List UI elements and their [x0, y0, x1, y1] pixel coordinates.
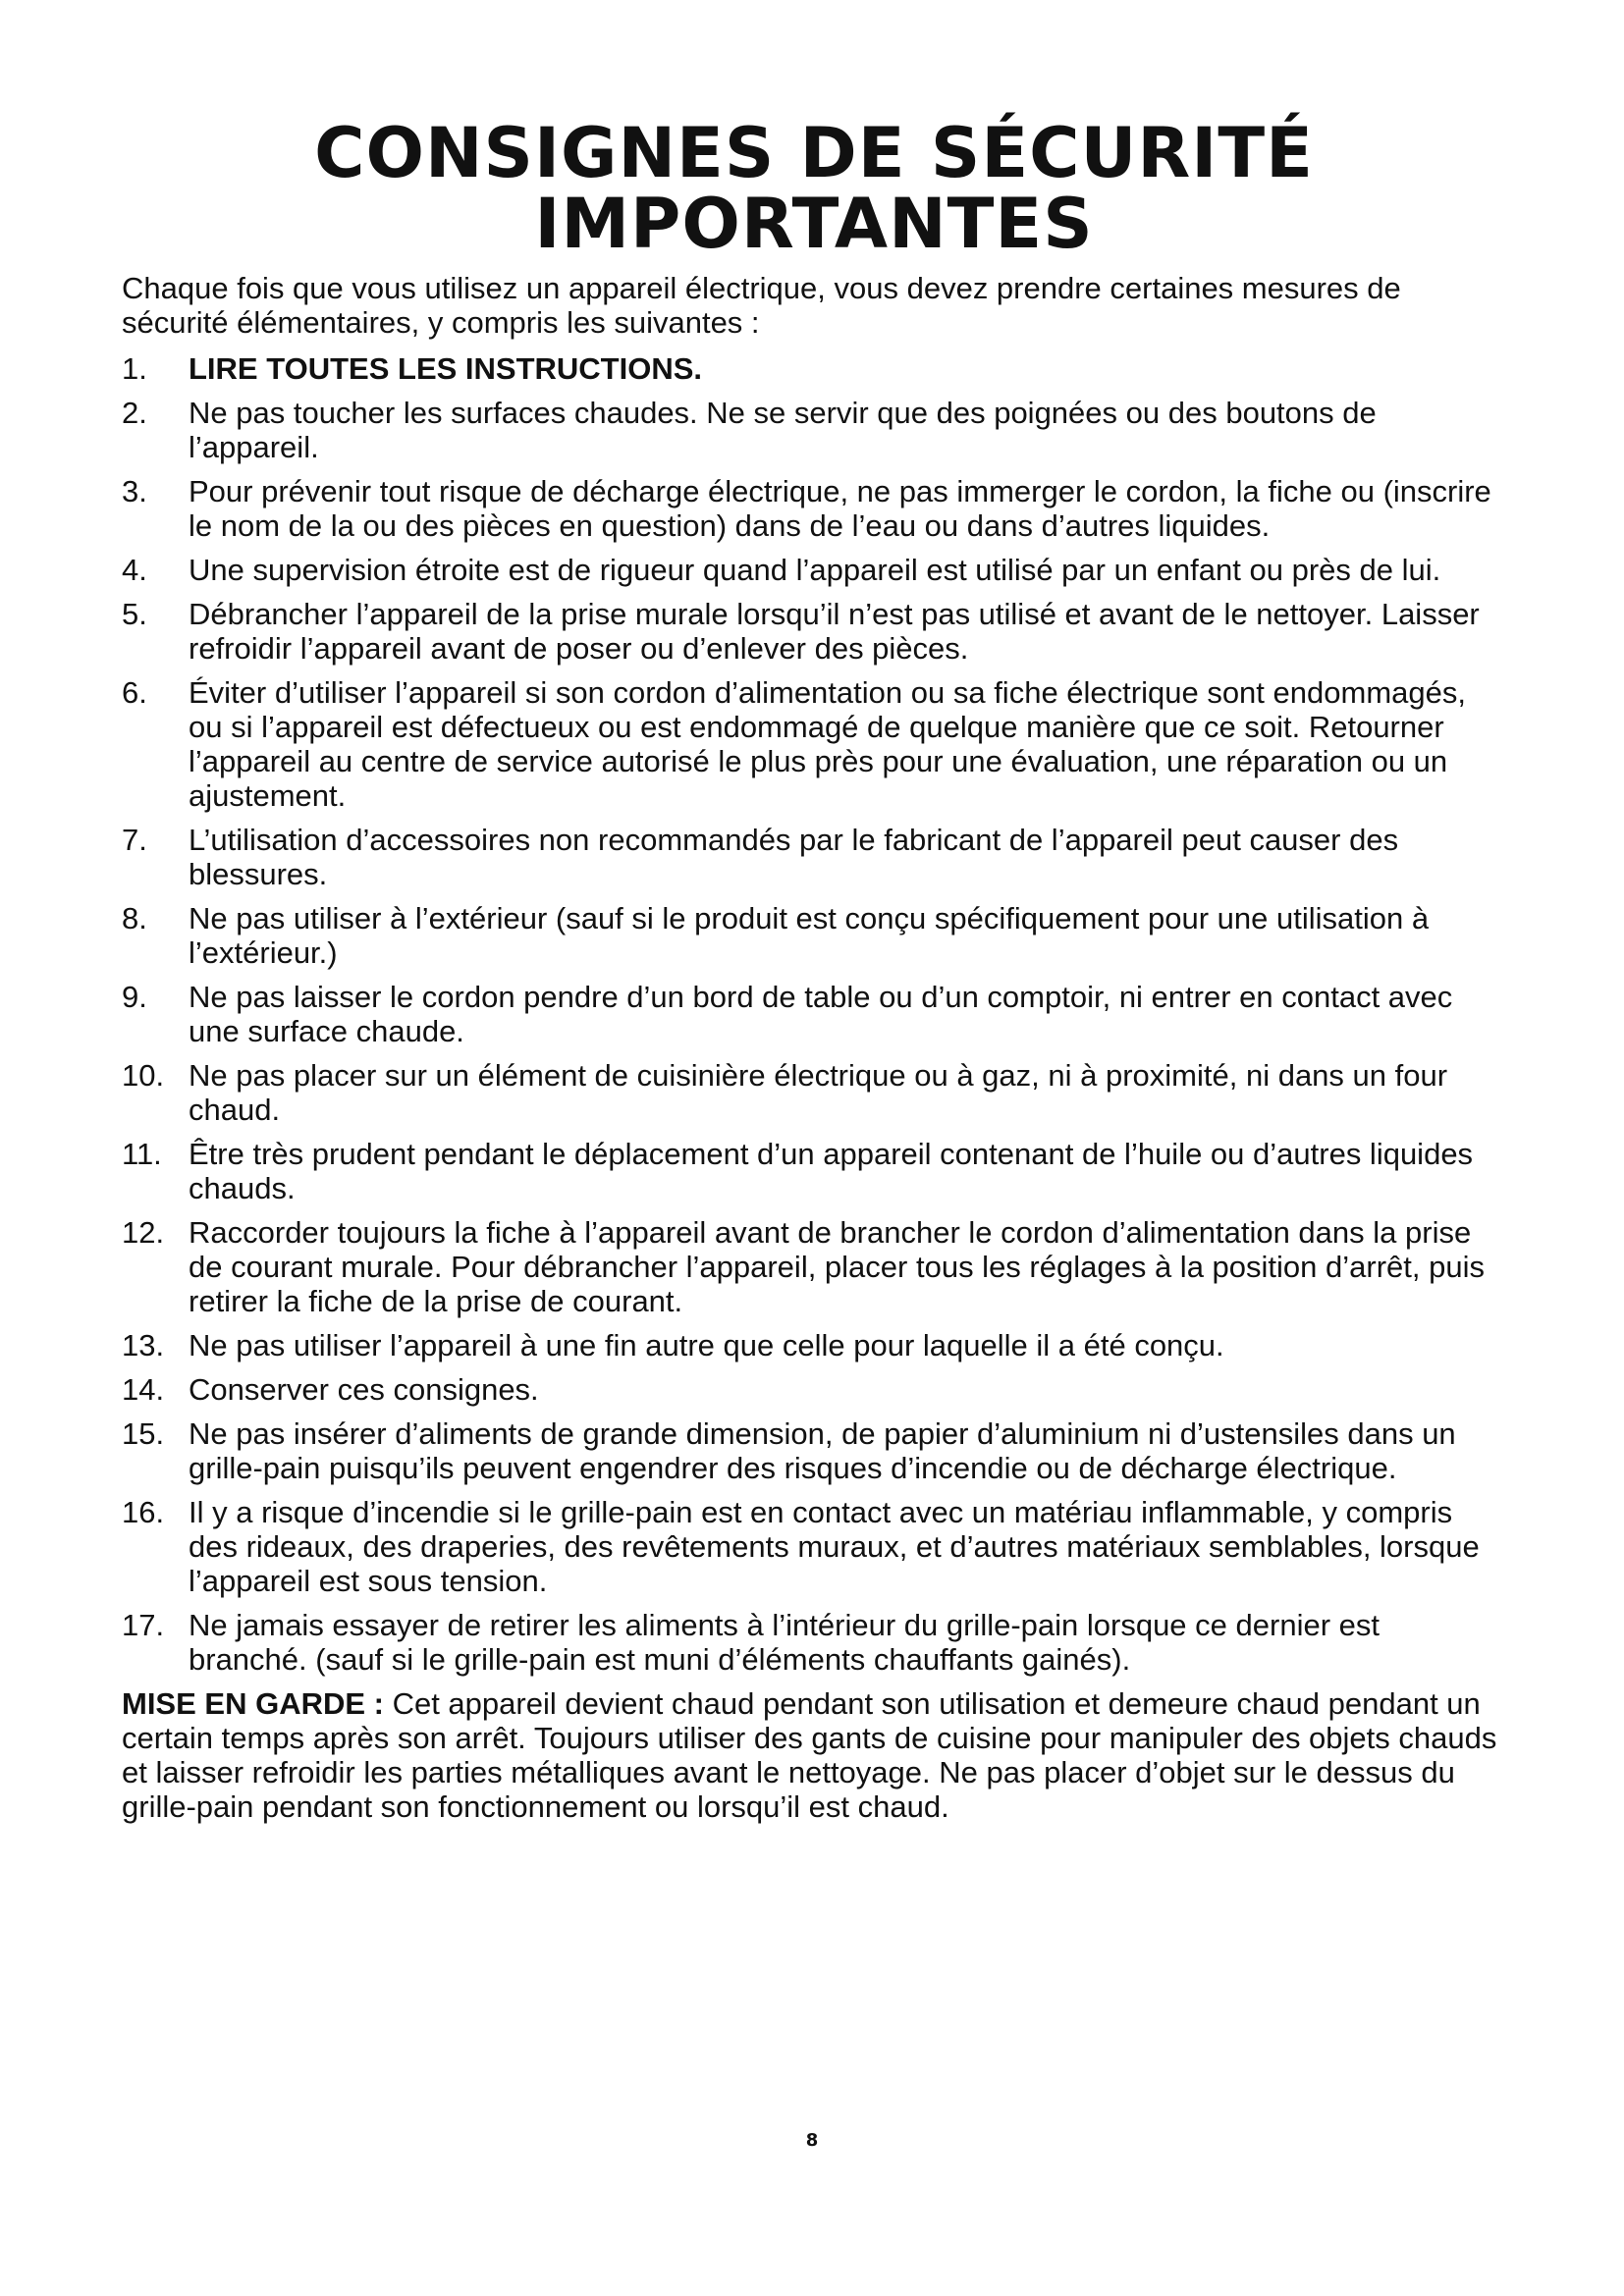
item-number: 8.: [122, 901, 147, 935]
item-number: 3.: [122, 474, 147, 508]
item-number: 13.: [122, 1328, 165, 1362]
title-line-2: IMPORTANTES: [534, 184, 1094, 264]
warning-label: MISE EN GARDE :: [122, 1686, 384, 1721]
list-item: [122, 1137, 1506, 1205]
item-text: Ne pas toucher les surfaces chaudes. Ne se servir que des poignées ou des boutons de l’appareil.: [189, 396, 1377, 464]
item-text: Ne jamais essayer de retirer les aliments à l’intérieur du grille-pain lorsque ce dernier est branché. (sauf si le grille-pain est muni d’éléments chauffants gainés).: [189, 1608, 1380, 1677]
item-text: Ne pas laisser le cordon pendre d’un bord de table ou d’un comptoir, ni entrer en contact avec une surface chaude.: [189, 980, 1453, 1048]
item-text: Raccorder toujours la fiche à l’appareil avant de brancher le cordon d’alimentation dans la prise de courant murale. Pour débrancher l’appareil, placer tous les réglages à la position d’arrêt, puis retirer la fiche de la prise de courant.: [189, 1215, 1485, 1318]
item-number: 7.: [122, 823, 147, 857]
item-number: 2.: [122, 396, 147, 430]
list-item: [122, 901, 1506, 970]
item-text: Ne pas placer sur un élément de cuisinière électrique ou à gaz, ni à proximité, ni dans un four chaud.: [189, 1058, 1448, 1127]
list-item: [122, 474, 1506, 543]
list-item: [122, 1372, 1506, 1407]
warning-text: Cet appareil devient chaud pendant son utilisation et demeure chaud pendant un certain temps après son arrêt. Toujours utiliser des gants de cuisine pour manipuler des objets chauds et laisser refroidir les parties métalliques avant le nettoyage. Ne pas placer d’objet sur le dessus du grille-pain pendant son fonctionnement ou lorsqu’il est chaud.: [122, 1686, 1497, 1824]
list-item: [122, 823, 1506, 891]
item-text: Ne pas utiliser à l’extérieur (sauf si le produit est conçu spécifiquement pour une utilisation à l’extérieur.): [189, 901, 1430, 970]
list-item: [122, 597, 1506, 666]
item-number: 5.: [122, 597, 147, 631]
list-item: [122, 1058, 1506, 1127]
list-item: [122, 675, 1506, 813]
item-number: 10.: [122, 1058, 165, 1093]
safety-rules-list: [122, 351, 1506, 1677]
warning-paragraph: [122, 1686, 1506, 1824]
intro-paragraph: Chaque fois que vous utilisez un appareil électrique, vous devez prendre certaines mesures de sécurité élémentaires, y compris les suivantes :: [122, 271, 1401, 340]
list-item: [122, 980, 1506, 1048]
item-text: L’utilisation d’accessoires non recommandés par le fabricant de l’appareil peut causer des blessures.: [189, 823, 1399, 891]
list-item: [122, 553, 1506, 587]
item-number: 4.: [122, 553, 147, 587]
item-text: Débrancher l’appareil de la prise murale lorsqu’il n’est pas utilisé et avant de le nettoyer. Laisser refroidir l’appareil avant de poser ou d’enlever des pièces.: [189, 597, 1480, 666]
item-number: 11.: [122, 1137, 162, 1171]
list-item: [122, 351, 1506, 386]
item-text: Être très prudent pendant le déplacement d’un appareil contenant de l’huile ou d’autres liquides chauds.: [189, 1137, 1474, 1205]
document-page: [122, 113, 1506, 1824]
list-item: [122, 1215, 1506, 1318]
list-item: [122, 1495, 1506, 1598]
page-number: 8: [805, 2130, 819, 2151]
page-title: [122, 113, 1506, 264]
item-number: 12.: [122, 1215, 165, 1250]
item-text: Conserver ces consignes.: [189, 1372, 539, 1407]
item-text: Pour prévenir tout risque de décharge électrique, ne pas immerger le cordon, la fiche ou (inscrire le nom de la ou des pièces en question) dans de l’eau ou dans d’autres liquides.: [189, 474, 1491, 543]
item-text: Il y a risque d’incendie si le grille-pain est en contact avec un matériau inflammable, y compris des rideaux, des draperies, des revêtements muraux, et d’autres matériaux semblables, lorsque l’appareil est sous tension.: [189, 1495, 1480, 1598]
list-item: [122, 1328, 1506, 1362]
list-item: [122, 1416, 1506, 1485]
item-text: Ne pas insérer d’aliments de grande dimension, de papier d’aluminium ni d’ustensiles dans un grille-pain puisqu’ils peuvent engendrer des risques d’incendie ou de décharge électrique.: [189, 1416, 1456, 1485]
item-number: 14.: [122, 1372, 165, 1407]
item-number: 1.: [122, 351, 147, 386]
item-number: 9.: [122, 980, 147, 1014]
title-line-1: CONSIGNES DE SÉCURITÉ: [314, 113, 1314, 193]
item-text: Ne pas utiliser l’appareil à une fin autre que celle pour laquelle il a été conçu.: [189, 1328, 1224, 1362]
item-number: 15.: [122, 1416, 165, 1451]
item-text: Éviter d’utiliser l’appareil si son cordon d’alimentation ou sa fiche électrique sont endommagés, ou si l’appareil est défectueux ou est endommagé de quelque manière que ce soit. Retourner l’appareil au centre de service autorisé le plus près pour une évaluation, une réparation ou un ajustement.: [189, 675, 1466, 813]
item-number: 6.: [122, 675, 147, 710]
item-text: Une supervision étroite est de rigueur quand l’appareil est utilisé par un enfant ou près de lui.: [189, 553, 1441, 587]
list-item: [122, 396, 1506, 464]
item-number: 16.: [122, 1495, 165, 1529]
item-number: 17.: [122, 1608, 165, 1642]
list-item: [122, 1608, 1506, 1677]
item-text: LIRE TOUTES LES INSTRUCTIONS.: [189, 351, 703, 386]
